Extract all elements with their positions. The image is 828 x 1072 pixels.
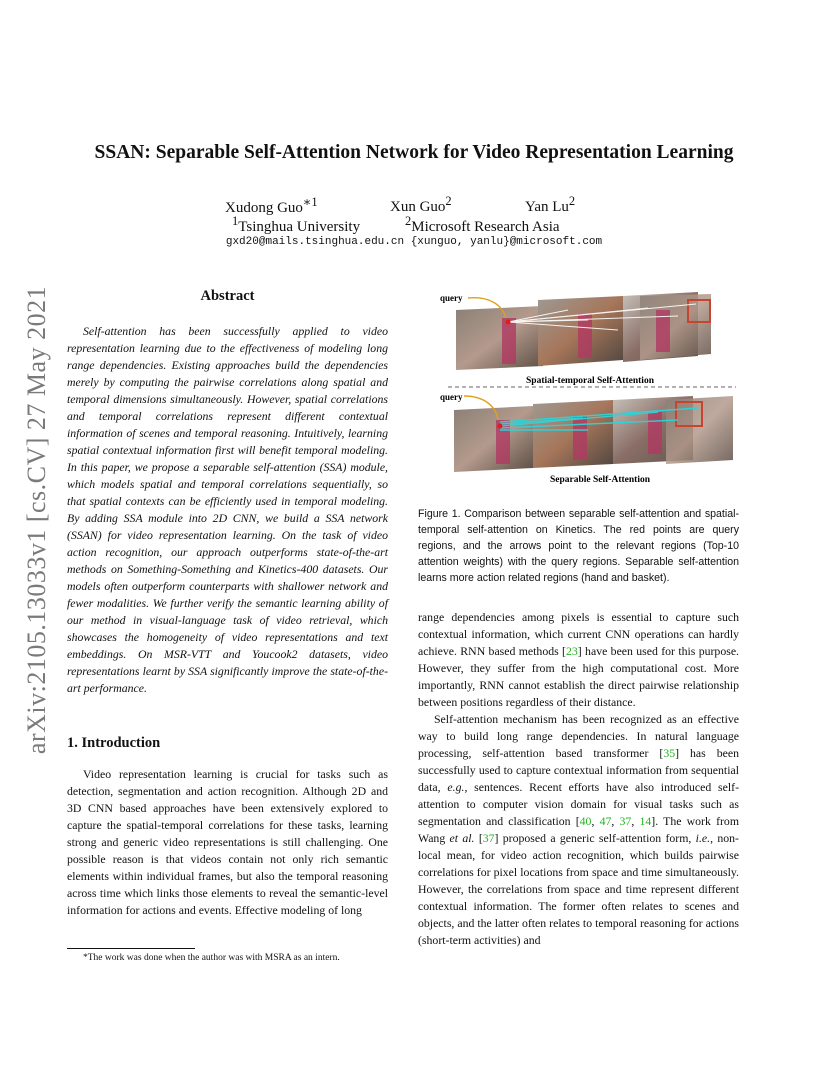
arxiv-identifier [22,280,52,760]
affiliation-2: $^2$Microsoft Research Asia [405,214,560,235]
figure-1-caption: Figure 1. Comparison between separable self-attention and spatial-temporal self-attention on Kinetics. The red points are query regions, and the arrows point to the relevant regions (Top-10 attention weights) with the query regions. Separable self-attention learns more action related regions (hand and basket). [418,508,739,584]
right-paragraph-2: Self-attention mechanism has been recognized as an effective way to build long range dependencies. In natural language processing, self-attention based transformer [35] has been successfully used to capture contextual information from sequential data, e.g., sentences. Recent efforts have also introduced self-attention to computer vision domain for visual tasks such as segmentation and classification [40, 47, 37, 14]. The work from Wang et al. [37] proposed a generic self-attention form, i.e., non-local mean, for video action recognition, which builds pairwise correlations for pixel locations from space and time simultaneously. However, the correlations from space and time represent different contextual information. The former often relates to scenes and objects, and the latter often relates to temporal reasoning for actions (short-term activities) and [418,712,739,947]
author-1: Xudong Guo$^{∗1}$ [225,195,318,216]
paper-title: SSAN: Separable Self-Attention Network for Video Representation Learning [94,142,734,163]
top-row-frames [456,292,711,370]
author-emails: gxd20@mails.tsinghua.edu.cn {xunguo, yanlu}@microsoft.com [225,236,603,248]
footnote: *The work was done when the author was with MSRA as an intern. [83,953,340,963]
left-column [67,288,388,919]
footnote-rule [67,948,195,949]
figure-label-separable: Separable Self-Attention [549,475,651,485]
citation-link[interactable]: 14 [639,814,652,828]
author-3: Yan Lu$^2$ [525,194,576,215]
figure-query-label-bottom: query [440,392,463,402]
citation-link[interactable]: 47 [599,814,612,828]
figure-query-label-top: query [440,293,463,303]
abstract-text: Self-attention has been successfully applied to video representation learning due to the effectiveness of modeling long range dependencies. Existing approaches build the dependencies merely by computing the pairwise correlations along spatial and temporal dimensions simultaneously. However, spatial correlations and temporal correlations represent different contextual information of scenes and temporal reasoning. Intuitively, learning spatial contextual information first will benefit temporal modeling. In this paper, we propose a separable self-attention (SSA) module, which models spatial and temporal correlations sequentially, so that spatial contexts can be efficiently used in temporal modeling. By adding SSA module into 2D CNN, we build a SSA network (SSAN) for video representation learning. On the task of video action recognition, our approach outperforms state-of-the-art methods on Something-Something and Kinetics-400 datasets. Our models often outperform counterparts with shallower network and fewer modalities. We further verify the semantic learning ability of our method in visual-language task of video retrieval, which showcases the homogeneity of video representations and text embeddings. On MSR-VTT and Youcook2 datasets, video representations learnt by SSA significantly improve the state-of-the-art performance. [67,324,388,695]
citation-link[interactable]: 37 [482,831,495,845]
citation-link[interactable]: 37 [619,814,632,828]
citation-link[interactable]: 35 [663,746,676,760]
bottom-row-frames [454,396,733,472]
author-2: Xun Guo$^2$ [390,194,452,215]
figure-label-spatial-temporal: Spatial-temporal Self-Attention [526,376,654,386]
section-heading-introduction: 1. Introduction [67,735,161,751]
citation-link[interactable]: 23 [566,644,578,658]
abstract-heading: Abstract [200,288,255,304]
citation-link[interactable]: 40 [579,814,592,828]
right-paragraph-1: range dependencies among pixels is essential to capture such contextual information, which current CNN operations can hardly achieve. RNN based methods [23] have been used for this purpose. However, they suffer from the high computational cost. More importantly, RNN cannot establish the direct pairwise relationship between positions regardless of their distance. [418,610,740,709]
figure-1-graphic [418,290,739,490]
affiliation-1: $^1$Tsinghua University [232,214,361,235]
arxiv-identifier-text: arXiv:2105.13033v1 [cs.CV] 27 May 2021 [22,285,51,755]
right-column-text [418,609,739,949]
intro-paragraph: Video representation learning is crucial for tasks such as detection, segmentation and action recognition. Although 2D and 3D CNN based approaches have been extensively explored to capture the spatial-temporal correlations for these tasks, learning strong and generic video representations is still challenging. One possible reason is that videos contain not only rich semantic elements within individual frames, but also the temporal reasoning across time which links those elements to reveal the semantic-level information for actions and events. Effective modeling of long [67,767,388,917]
figure-1 [418,290,739,490]
